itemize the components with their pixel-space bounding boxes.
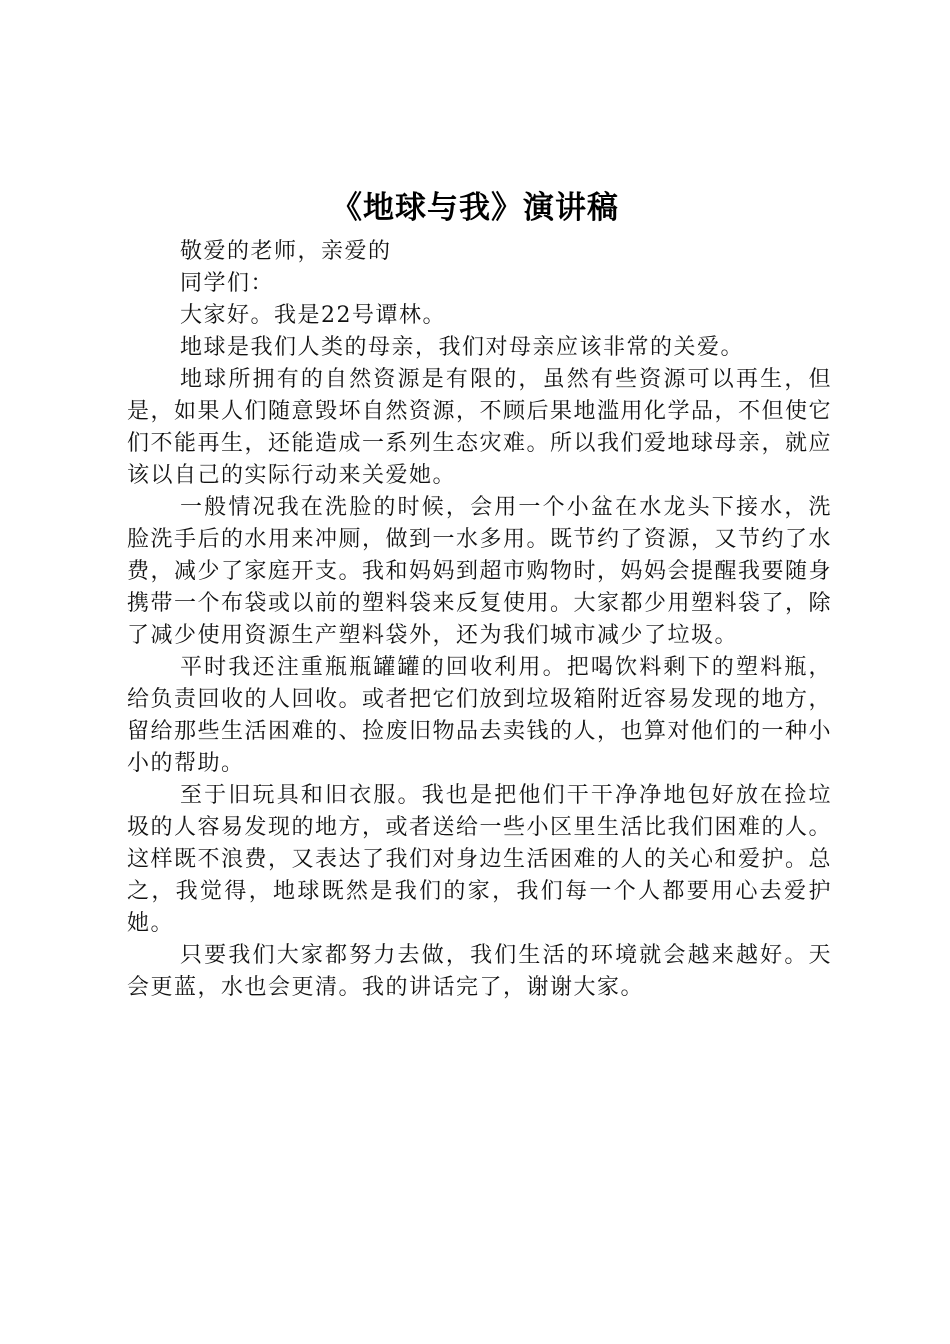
body-paragraph: 一般情况我在洗脸的时候，会用一个小盆在水龙头下接水，洗脸洗手后的水用来冲厕，做到一水多用。既节约了资源，又节约了水费，减少了家庭开支。我和妈妈到超市购物时，妈妈会提醒我要随身携带一个布袋或以前的塑料袋来反复使用。大家都少用塑料袋了，除了减少使用资源生产塑料袋外，还为我们城市减少了垃圾。 <box>127 495 833 648</box>
body-paragraph: 平时我还注重瓶瓶罐罐的回收利用。把喝饮料剩下的塑料瓶，给负责回收的人回收。或者把它们放到垃圾箱附近容易发现的地方，留给那些生活困难的、捡废旧物品去卖钱的人，也算对他们的一种小小的帮助。 <box>127 655 833 776</box>
body-paragraph: 地球所拥有的自然资源是有限的，虽然有些资源可以再生，但是，如果人们随意毁坏自然资源，不顾后果地滥用化学品，不但使它们不能再生，还能造成一系列生态灾难。所以我们爱地球母亲，就应该以自己的实际行动来关爱她。 <box>127 367 833 488</box>
salutation-line-1: 敬爱的老师，亲爱的 <box>180 239 392 264</box>
document-body <box>127 236 832 1004</box>
body-paragraph: 至于旧玩具和旧衣服。我也是把他们干干净净地包好放在捡垃圾的人容易发现的地方，或者送给一些小区里生活比我们困难的人。这样既不浪费，又表达了我们对身边生活困难的人的关心和爱护。总之，我觉得，地球既然是我们的家，我们每一个人都要用心去爱护她。 <box>127 783 833 936</box>
greeting-paragraph: 大家好。我是22号谭林。 <box>180 303 446 328</box>
document-title: 《地球与我》演讲稿 <box>331 190 619 226</box>
body-paragraph: 地球是我们人类的母亲，我们对母亲应该非常的关爱。 <box>180 335 745 360</box>
closing-paragraph: 只要我们大家都努力去做，我们生活的环境就会越来越好。天会更蓝，水也会更清。我的讲话完了，谢谢大家。 <box>127 943 832 1000</box>
salutation-line-2: 同学们： <box>180 271 275 296</box>
